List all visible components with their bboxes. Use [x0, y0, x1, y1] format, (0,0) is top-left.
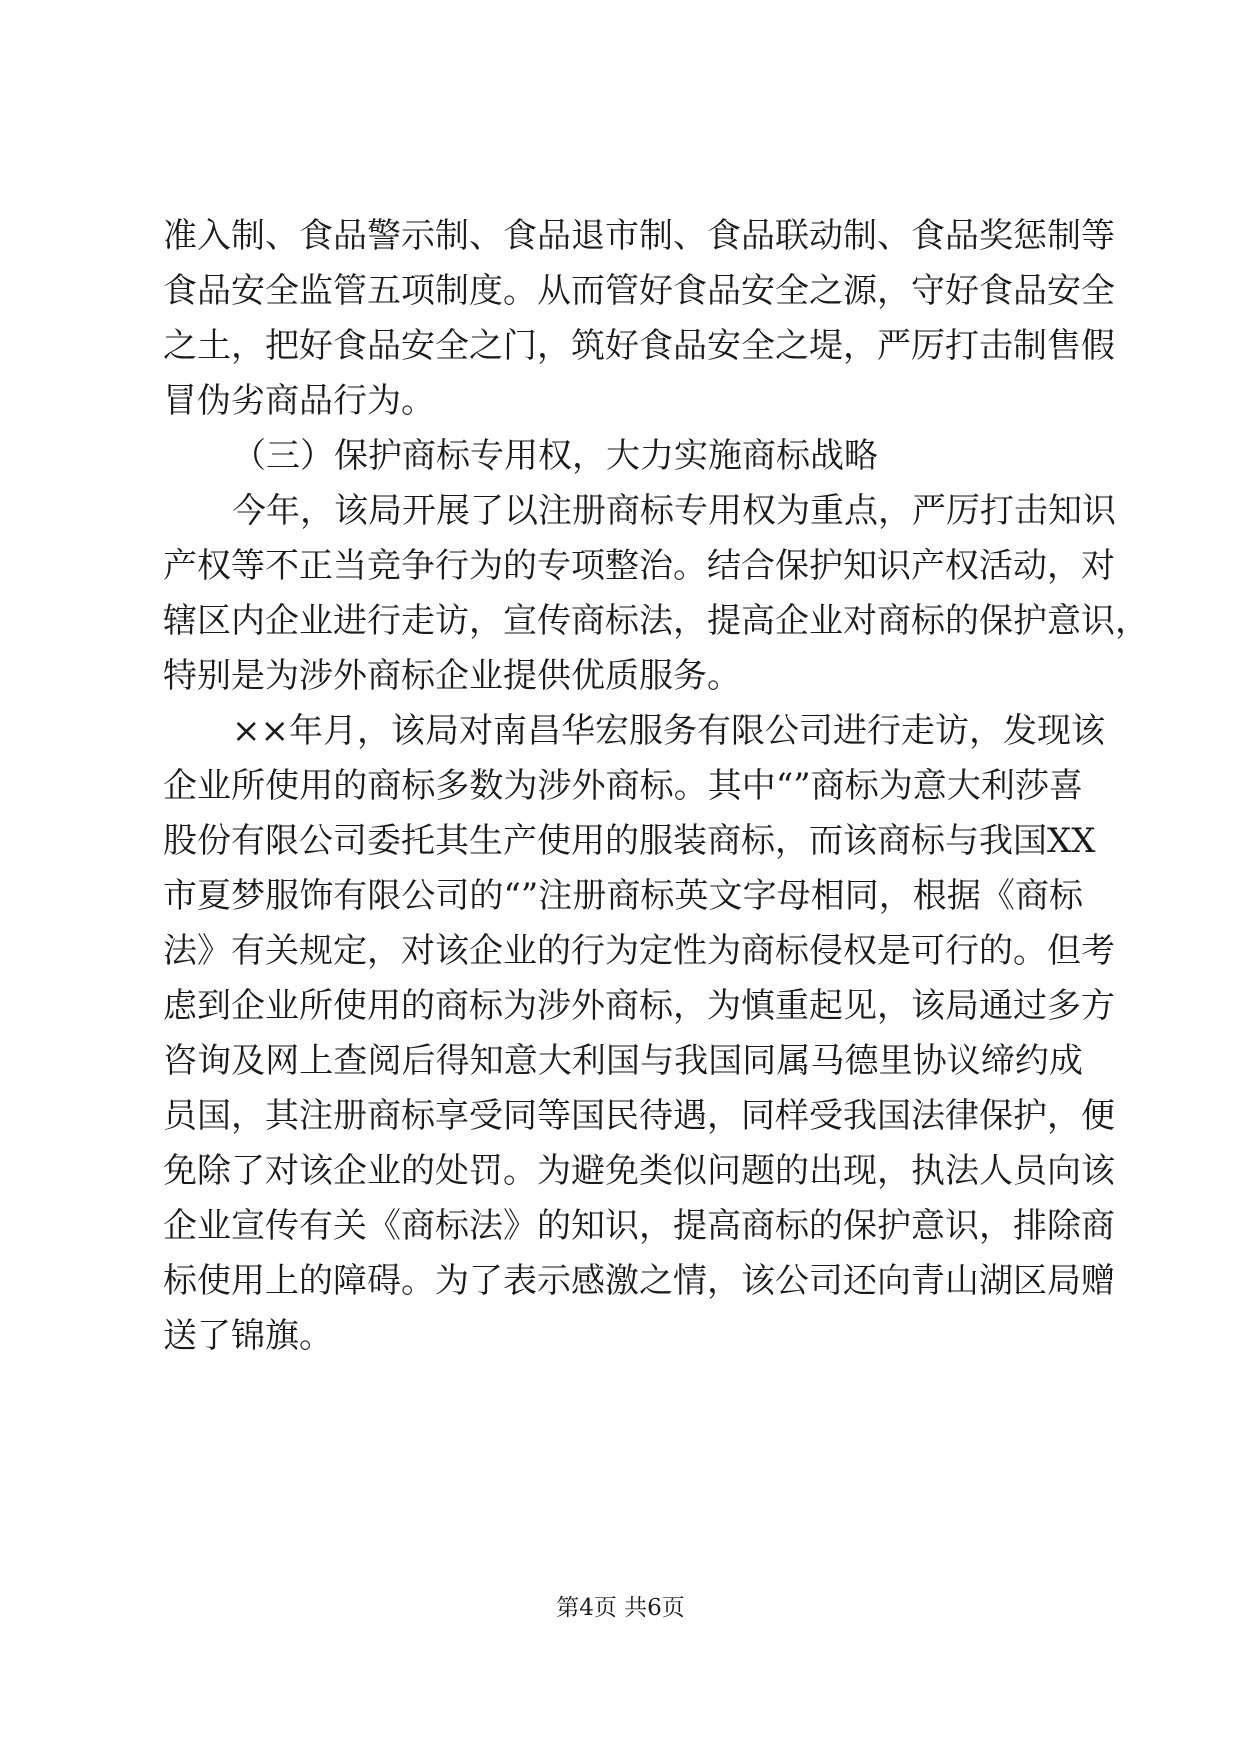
- text-line: 咨询及网上查阅后得知意大利国与我国同属马德里协议缔约成: [163, 1041, 1083, 1081]
- text-line: 企业宣传有关《商标法》的知识，提高商标的保护意识，排除商: [163, 1206, 1115, 1246]
- text-line: 虑到企业所使用的商标为涉外商标，为慎重起见，该局通过多方: [163, 986, 1115, 1026]
- text-line: 员国，其注册商标享受同等国民待遇，同样受我国法律保护，便: [163, 1096, 1115, 1136]
- text-line: 特别是为涉外商标企业提供优质服务。: [163, 656, 741, 696]
- text-line: 准入制、食品警示制、食品退市制、食品联动制、食品奖惩制等: [163, 216, 1115, 256]
- text-line: 股份有限公司委托其生产使用的服装商标，而该商标与我国XX: [163, 821, 1096, 861]
- text-line: 冒伪劣商品行为。: [163, 381, 435, 421]
- text-line: 企业所使用的商标多数为涉外商标。其中“”商标为意大利莎喜: [163, 766, 1083, 806]
- text-line: 送了锦旗。: [163, 1316, 333, 1356]
- page-footer: 第4页 共6页: [556, 1595, 685, 1621]
- text-line: 今年，该局开展了以注册商标专用权为重点，严厉打击知识: [232, 491, 1116, 531]
- text-line: 标使用上的障碍。为了表示感激之情，该公司还向青山湖区局赠: [163, 1261, 1115, 1301]
- text-line: 市夏梦服饰有限公司的“”注册商标英文字母相同，根据《商标: [163, 876, 1083, 916]
- section-heading: （三）保护商标专用权，大力实施商标战略: [232, 436, 878, 476]
- text-line: 食品安全监管五项制度。从而管好食品安全之源，守好食品安全: [163, 271, 1115, 311]
- text-line: 之土，把好食品安全之门，筑好食品安全之堤，严厉打击制售假: [163, 326, 1115, 366]
- text-line: 辖区内企业进行走访，宣传商标法，提高企业对商标的保护意识，: [163, 601, 1149, 641]
- text-line: 产权等不正当竞争行为的专项整治。结合保护知识产权活动，对: [163, 546, 1115, 586]
- text-line: 免除了对该企业的处罚。为避免类似问题的出现，执法人员向该: [163, 1151, 1115, 1191]
- text-line: ××年月，该局对南昌华宏服务有限公司进行走访，发现该: [232, 711, 1105, 751]
- text-line: 法》有关规定，对该企业的行为定性为商标侵权是可行的。但考: [163, 931, 1115, 971]
